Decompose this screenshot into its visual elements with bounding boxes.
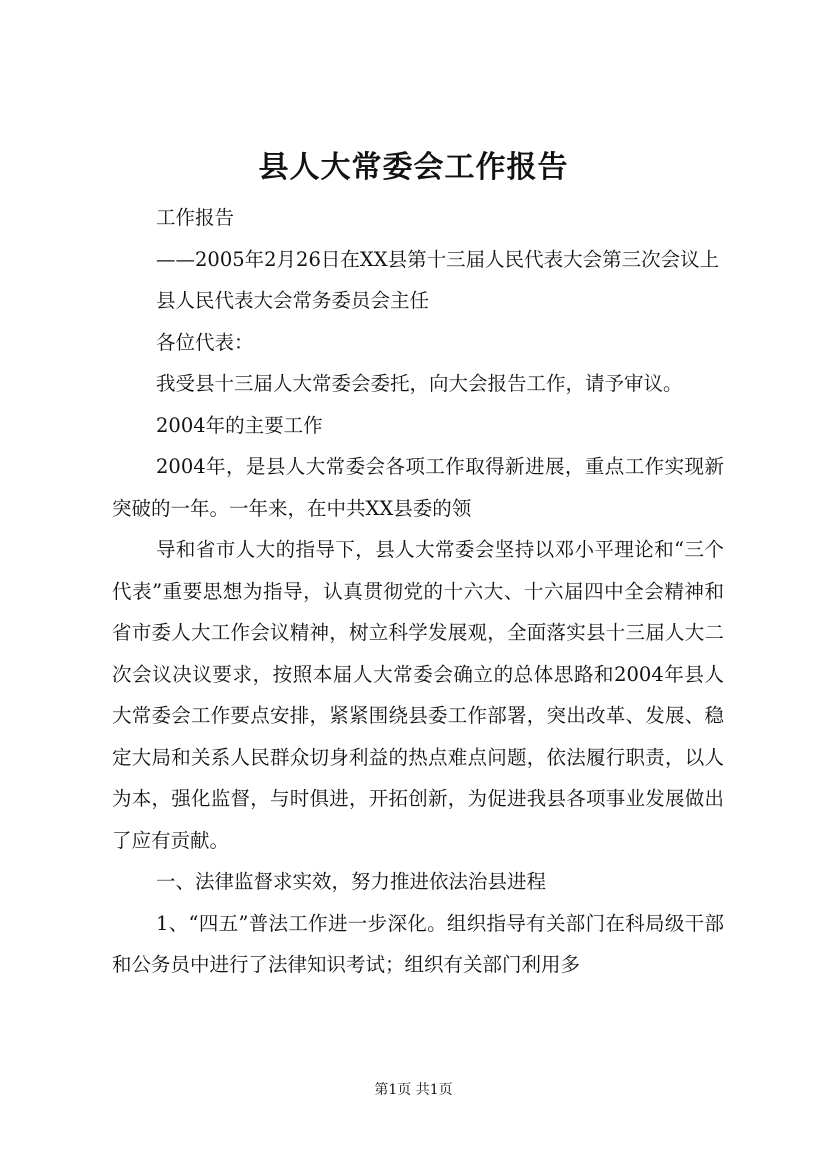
paragraph-2004-summary: 2004年，是县人大常委会各项工作取得新进展，重点工作实现新突破的一年。一年来，在中共XX县委的领 — [112, 455, 724, 520]
paragraph-salutation: 各位代表： — [156, 330, 254, 354]
paragraph-guidance: 导和省市人大的指导下，县人大常委会坚持以邓小平理论和“三个代表”重要思想为指导，认真贯彻党的十六大、十六届四中全会精神和省市委人大工作会议精神，树立科学发展观，全面落实县十三届人大二次会议决议要求，按照本届人大常委会确立的总体思路和2004年县人大常委会工作要点安排，紧紧围绕县委工作部署，突出改革、发展、稳定大局和关系人民群众切身利益的热点难点问题，依法履行职责，以人为本，强化监督，与时俱进，开拓创新，为促进我县各项事业发展做出了应有贡献。 — [112, 538, 724, 852]
section-heading-legal-supervision: 一、法律监督求实效，努力推进依法治县进程 — [156, 870, 547, 893]
paragraph-meeting-date: ——2005年2月26日在XX县第十三届人民代表大会第三次会议上 — [156, 247, 720, 271]
page-footer: 第1页 共1页 — [374, 1082, 453, 1098]
paragraph-opening: 我受县十三届人大常委会委托，向大会报告工作，请予审议。 — [156, 372, 683, 395]
document-body — [112, 197, 724, 986]
paragraph-speaker: 县人民代表大会常务委员会主任 — [156, 289, 430, 312]
paragraph-law-education: 1、“四五”普法工作进一步深化。组织指导有关部门在科局级干部和公务员中进行了法律知识考试；组织有关部门利用多 — [112, 911, 724, 976]
section-heading-2004: 2004年的主要工作 — [156, 413, 323, 437]
document-title: 县人大常委会工作报告 — [258, 150, 569, 185]
paragraph-subtitle: 工作报告 — [156, 206, 235, 229]
